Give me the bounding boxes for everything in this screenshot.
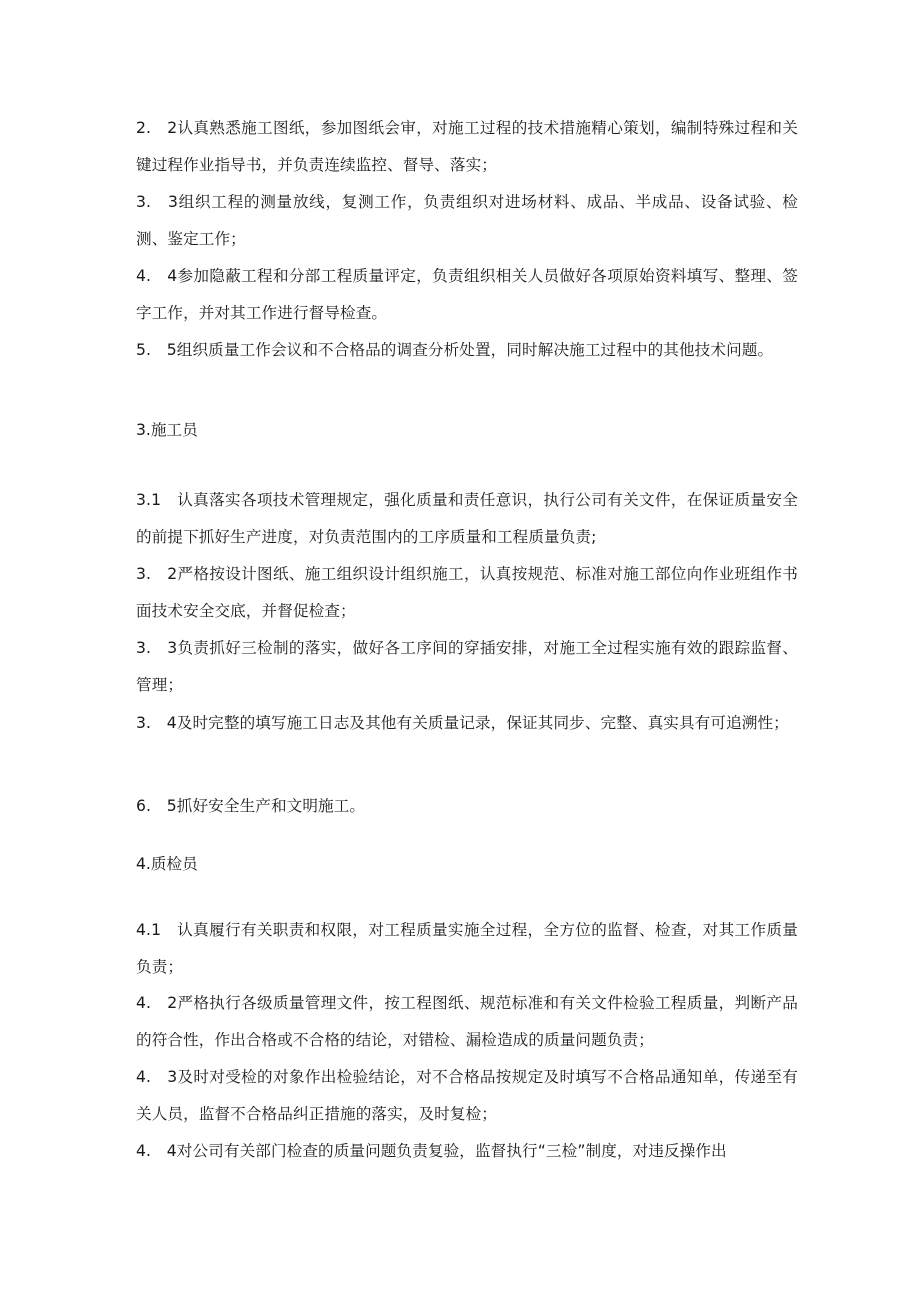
paragraph-4-4: 4. 4参加隐蔽工程和分部工程质量评定，负责组织相关人员做好各项原始资料填写、整理、签字工作，并对其工作进行督导检查。	[136, 267, 798, 322]
section4-item-2: 4. 2严格执行各级质量管理文件，按工程图纸、规范标准和有关文件检验工程质量，判断产品的符合性，作出合格或不合格的结论，对错检、漏检造成的质量问题负责；	[136, 994, 798, 1049]
section3-item-5: 6. 5抓好安全生产和文明施工。	[136, 797, 366, 815]
section4-item-1: 4.1 认真履行有关职责和权限，对工程质量实施全过程，全方位的监督、检查，对其工作质量负责；	[136, 921, 798, 976]
paragraph-3-3: 3. 3组织工程的测量放线，复测工作，负责组织对进场材料、成品、半成品、设备试验、检测、鉴定工作；	[136, 193, 798, 248]
paragraph-2-2: 2. 2认真熟悉施工图纸，参加图纸会审，对施工过程的技术措施精心策划，编制特殊过程和关键过程作业指导书，并负责连续监控、督导、落实；	[136, 119, 798, 174]
section3-item-3: 3. 3负责抓好三检制的落实，做好各工序间的穿插安排，对施工全过程实施有效的跟踪监督、管理；	[136, 639, 798, 694]
section4-item-3: 4. 3及时对受检的对象作出检验结论，对不合格品按规定及时填写不合格品通知单，传递至有关人员，监督不合格品纠正措施的落实，及时复检；	[136, 1068, 798, 1123]
section-heading-quality-inspector: 4.质检员	[136, 855, 198, 873]
section3-item-4: 3. 4及时完整的填写施工日志及其他有关质量记录，保证其同步、完整、真实具有可追溯性；	[136, 714, 789, 732]
paragraph-5-5: 5. 5组织质量工作会议和不合格品的调查分析处置，同时解决施工过程中的其他技术问题。	[136, 341, 774, 359]
section3-item-2: 3. 2严格按设计图纸、施工组织设计组织施工，认真按规范、标准对施工部位向作业班组作书面技术安全交底，并督促检查；	[136, 565, 798, 620]
section3-item-1: 3.1 认真落实各项技术管理规定，强化质量和责任意识，执行公司有关文件，在保证质量安全的前提下抓好生产进度，对负责范围内的工序质量和工程质量负责;	[136, 491, 798, 546]
section-heading-construction-worker: 3.施工员	[136, 421, 198, 439]
section4-item-4: 4. 4对公司有关部门检查的质量问题负责复验，监督执行“三检”制度，对违反操作出	[136, 1142, 727, 1160]
